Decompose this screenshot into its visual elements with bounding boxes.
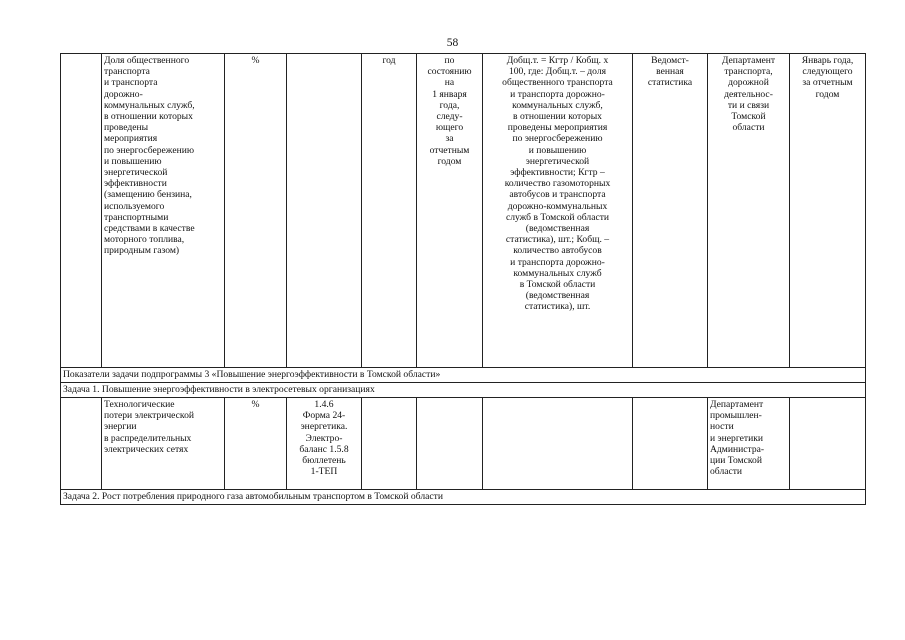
cell-number: [61, 398, 102, 490]
cell-number: [61, 54, 102, 368]
cell-formula: Добщ.т. = Кгтр / Кобщ. х 100, где: Добщ.т. – доля общественного транспорта и транспорта дорожно- коммунальных служб, в отношении которых проведены мероприятия по энергосбережению и повышению энергетической эффективности; Кгтр – количество газомоторных автобусов и транспорта дорожно-коммунальных служб в Томской области (ведомственная статистика), шт.; Кобщ. – количество автобусов и транспорта дорожно- коммунальных служб в Томской области (ведомственная статистика), шт.: [483, 54, 633, 368]
cell-unit: %: [225, 54, 287, 368]
table-row: [61, 54, 866, 368]
cell-indicator-name: Доля общественного транспорта и транспорта дорожно- коммунальных служб, в отношении которых проведены мероприятия по энергосбережению и повышению энергетической эффективности (замещению бензина, используемого транспортными средствами в качестве моторного топлива, природным газом): [102, 54, 225, 368]
cell-data-source: [633, 398, 708, 490]
cell-periodicity: год: [362, 54, 417, 368]
cell-source: [287, 54, 362, 368]
cell-deadline: [790, 398, 866, 490]
table-row: [61, 383, 866, 398]
task-heading: Задача 2. Рост потребления природного газа автомобильным транспортом в Томской области: [61, 490, 866, 505]
table-row: [61, 398, 866, 490]
page-number: 58: [446, 37, 459, 49]
cell-responsible: Департамент промышлен- ности и энергетики Администра- ции Томской области: [708, 398, 790, 490]
cell-unit: %: [225, 398, 287, 490]
cell-time-characteristic: по состоянию на 1 января года, следу- ющего за отчетным годом: [417, 54, 483, 368]
cell-indicator-name: Технологические потери электрической энергии в распределительных электрических сетях: [102, 398, 225, 490]
indicator-table: [60, 53, 866, 505]
cell-data-source: Ведомст- венная статистика: [633, 54, 708, 368]
section-heading: Показатели задачи подпрограммы 3 «Повышение энергоэффективности в Томской области»: [61, 368, 866, 383]
cell-periodicity: [362, 398, 417, 490]
task-heading: Задача 1. Повышение энергоэффективности в электросетевых организациях: [61, 383, 866, 398]
cell-source: 1.4.6 Форма 24- энергетика. Электро- баланс 1.5.8 бюллетень 1-ТЕП: [287, 398, 362, 490]
cell-formula: [483, 398, 633, 490]
table-row: [61, 490, 866, 505]
table-row: [61, 368, 866, 383]
cell-time-characteristic: [417, 398, 483, 490]
cell-deadline: Январь года, следующего за отчетным годом: [790, 54, 866, 368]
cell-responsible: Департамент транспорта, дорожной деятельнос- ти и связи Томской области: [708, 54, 790, 368]
